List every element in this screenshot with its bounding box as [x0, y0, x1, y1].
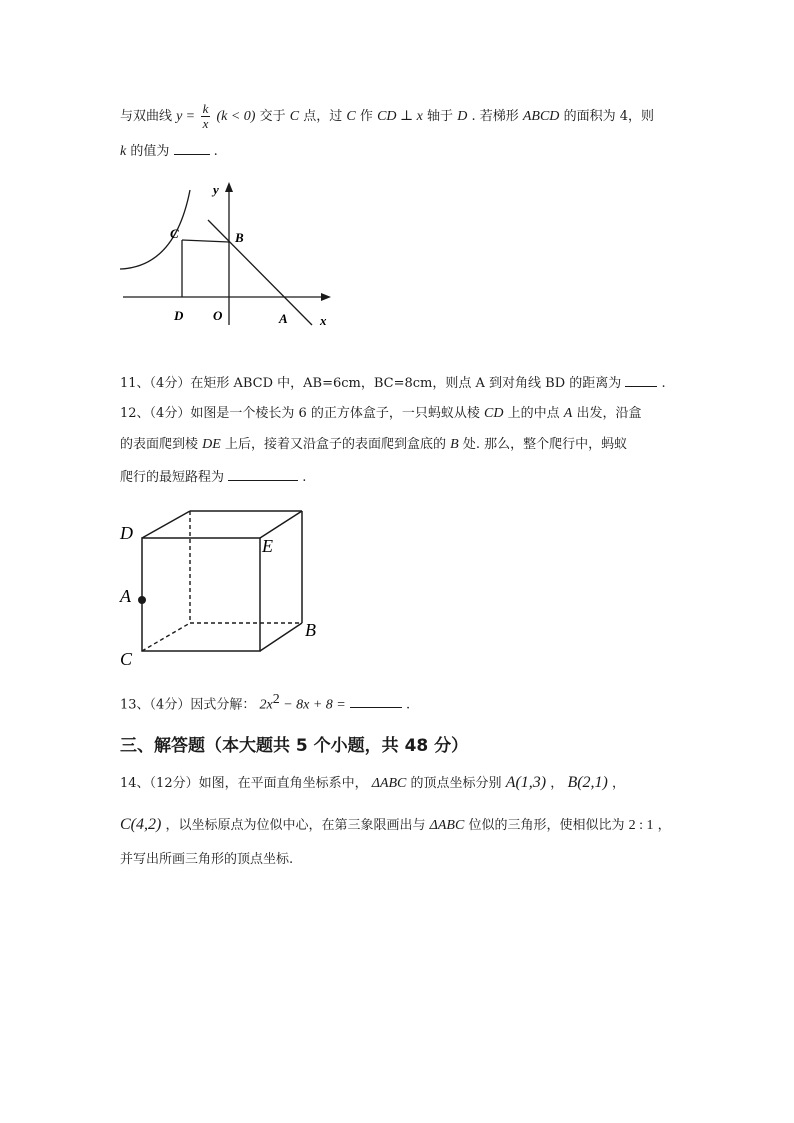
- q12-text: 12、（4分）如图是一个棱长为 6 的正方体盒子，一只蚂蚁从棱: [120, 406, 480, 421]
- q12-line-1: [120, 404, 641, 424]
- q12-line-2: [120, 435, 627, 455]
- expr-exponent: 2: [272, 692, 280, 707]
- q12-line-3: [120, 466, 306, 488]
- cube-edge-bottom-right: [260, 623, 302, 651]
- cube-edge-top-right: [260, 511, 302, 538]
- q10-text: 的面积为 4，则: [563, 109, 654, 124]
- eq-condition: (k < 0): [216, 109, 256, 124]
- q14-text: 的顶点坐标分别: [410, 776, 502, 791]
- section-heading: 三、解答题（本大题共 5 个小题，共 48 分）: [120, 736, 469, 756]
- q11-text: 11、（4分）在矩形 ABCD 中，AB=6cm，BC=8cm，则点 A 到对角线 BD 的距离为: [120, 376, 622, 391]
- q14-line-1: [120, 773, 625, 794]
- q12-text: 上的中点: [507, 406, 560, 421]
- q12-text: 的表面爬到棱: [120, 437, 199, 452]
- label-A: A: [120, 586, 131, 606]
- point-D: D: [457, 109, 468, 124]
- point-C: C: [289, 109, 300, 124]
- figure-hyperbola: [115, 175, 340, 335]
- segment-CB: [182, 240, 229, 242]
- label-O: O: [213, 308, 223, 323]
- q12-text: 处. 那么，整个爬行中，蚂蚁: [462, 437, 628, 452]
- expr-rest: − 8x + 8 =: [279, 697, 346, 713]
- q10-line-1: [120, 102, 654, 131]
- q14-text: ，以坐标原点为位似中心，在第三象限画出与: [165, 818, 426, 833]
- x-axis-arrow: [321, 293, 331, 301]
- point-A: A: [563, 406, 573, 421]
- q14-sep: ，: [550, 776, 564, 791]
- q10-text: 轴于: [427, 109, 454, 124]
- q14-text: ，: [657, 818, 671, 833]
- answer-blank: [350, 693, 402, 708]
- q14-line-2: [120, 815, 671, 836]
- label-E: E: [262, 536, 273, 556]
- eq-equals: =: [186, 109, 195, 124]
- q12-end: .: [302, 470, 307, 485]
- label-B: B: [305, 620, 316, 640]
- label-A: A: [279, 311, 288, 326]
- var-k: k: [120, 144, 127, 159]
- cd-perp-x: CD ⊥ x: [377, 109, 423, 124]
- q12-text: 出发，沿盒: [576, 406, 642, 421]
- q14-sep: ，: [612, 776, 626, 791]
- answer-blank: [174, 140, 210, 155]
- label-C: C: [170, 226, 179, 241]
- fraction-k-over-x: [201, 102, 211, 131]
- fraction-denominator: x: [202, 116, 209, 131]
- label-D: D: [120, 523, 133, 543]
- q13-line: [120, 690, 410, 715]
- coord-C: C(4,2): [120, 816, 162, 833]
- q14-text: 14、（12分）如图，在平面直角坐标系中，: [120, 776, 368, 791]
- q14-line-3: [120, 850, 293, 870]
- line-AB: [208, 220, 312, 325]
- edge-DE: DE: [202, 437, 221, 452]
- q10-text: 交于: [259, 109, 286, 124]
- label-y: y: [213, 182, 219, 197]
- coord-B: B(2,1): [567, 774, 608, 791]
- q14-text: 位似的三角形，使相似比为: [468, 818, 625, 833]
- cube-front-face: [142, 538, 260, 651]
- q14-text: 并写出所画三角形的顶点坐标.: [120, 852, 294, 867]
- q12-text: 爬行的最短路程为: [120, 470, 225, 485]
- hyperbola-curve: [120, 190, 190, 269]
- q13-end: .: [406, 697, 411, 713]
- ratio: 2 : 1: [628, 818, 654, 833]
- edge-CD: CD: [484, 406, 504, 421]
- triangle-ABC: ΔABC: [429, 818, 465, 833]
- point-C: C: [346, 109, 356, 124]
- q10-text: 的值为: [130, 144, 170, 159]
- eq-y: y: [176, 109, 183, 124]
- label-x: x: [320, 313, 327, 328]
- q12-text: 上后，接着又沿盒子的表面爬到盒底的: [224, 437, 446, 452]
- label-B: B: [235, 230, 244, 245]
- answer-blank: [625, 372, 657, 387]
- figure-cube: [115, 505, 330, 675]
- q10-text: . 若梯形: [471, 109, 519, 124]
- q10-text: 作: [359, 109, 373, 124]
- cube-edge-top-left: [142, 511, 190, 538]
- coord-A: A(1,3): [505, 774, 547, 791]
- q10-line-2: [120, 140, 218, 162]
- q11-end: .: [661, 376, 666, 391]
- triangle-ABC: ΔABC: [371, 776, 407, 791]
- q11-line: [120, 372, 666, 394]
- q10-text: 点，过: [303, 109, 343, 124]
- q10-text: .: [213, 144, 218, 159]
- q13-text: 13、（4分）因式分解：: [120, 697, 256, 713]
- y-axis-arrow: [225, 182, 233, 192]
- point-A-dot: [138, 596, 146, 604]
- expr-2x: 2x: [259, 697, 273, 713]
- trapezoid-ABCD: ABCD: [522, 109, 560, 124]
- answer-blank: [228, 466, 298, 481]
- fraction-numerator: k: [202, 101, 209, 116]
- cube-hidden-bottom-left: [142, 623, 190, 651]
- label-D: D: [174, 308, 184, 323]
- q10-text: 与双曲线: [120, 109, 173, 124]
- label-C: C: [120, 649, 133, 669]
- point-B: B: [450, 437, 459, 452]
